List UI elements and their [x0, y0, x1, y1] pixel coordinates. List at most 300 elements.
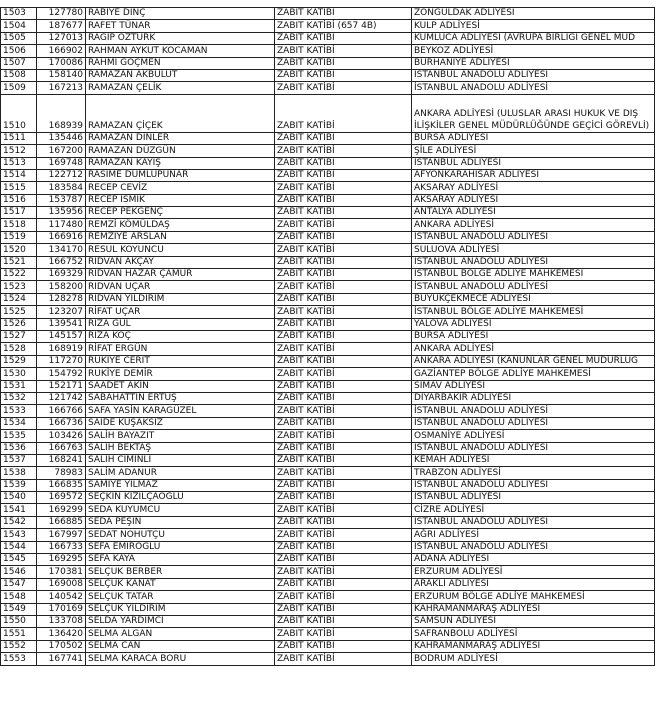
table-row: [1, 94, 655, 132]
table-row: [1, 157, 655, 169]
full-name: RIDVAN UÇAR: [86, 281, 275, 293]
court-location: İSTANBUL ANADOLU ADLİYESİ: [412, 516, 655, 528]
personnel-id: 134170: [37, 244, 86, 256]
table-row: [1, 244, 655, 256]
job-title: ZABIT KATİBİ: [275, 330, 412, 342]
court-location: İSTANBUL ANADOLU ADLİYESİ: [412, 417, 655, 429]
row-number: 1507: [1, 57, 37, 69]
row-number: 1504: [1, 20, 37, 32]
row-number: 1518: [1, 219, 37, 231]
table-row: [1, 603, 655, 615]
court-location: DİYARBAKIR ADLİYESİ: [412, 392, 655, 404]
row-number: 1539: [1, 479, 37, 491]
row-number: 1543: [1, 529, 37, 541]
personnel-id: 170381: [37, 566, 86, 578]
personnel-id: 140542: [37, 591, 86, 603]
assignment-table: [0, 7, 655, 666]
full-name: SELMA ALGAN: [86, 628, 275, 640]
job-title: ZABIT KATİBİ: [275, 368, 412, 380]
row-number: 1548: [1, 591, 37, 603]
row-number: 1546: [1, 566, 37, 578]
personnel-id: 136420: [37, 628, 86, 640]
personnel-id: 127013: [37, 32, 86, 44]
job-title: ZABIT KATİBİ: [275, 405, 412, 417]
row-number: 1505: [1, 32, 37, 44]
job-title: ZABIT KATİBİ: [275, 467, 412, 479]
table-row: [1, 640, 655, 652]
table-row: [1, 492, 655, 504]
personnel-id: 123207: [37, 306, 86, 318]
personnel-id: 166835: [37, 479, 86, 491]
court-location: ANKARA ADLİYESİ: [412, 219, 655, 231]
court-location: ERZURUM BÖLGE ADLİYE MAHKEMESİ: [412, 591, 655, 603]
personnel-id: 139541: [37, 318, 86, 330]
row-number: 1524: [1, 293, 37, 305]
row-number: 1519: [1, 231, 37, 243]
row-number: 1514: [1, 169, 37, 181]
table-row: [1, 591, 655, 603]
job-title: ZABIT KATİBİ: [275, 281, 412, 293]
job-title: ZABIT KATİBİ: [275, 32, 412, 44]
personnel-id: 166885: [37, 516, 86, 528]
job-title: ZABIT KATİBİ: [275, 8, 412, 20]
court-location: SULUOVA ADLİYESİ: [412, 244, 655, 256]
personnel-id: 169295: [37, 554, 86, 566]
personnel-id: 166752: [37, 256, 86, 268]
full-name: SALİH BAYAZIT: [86, 430, 275, 442]
row-number: 1529: [1, 355, 37, 367]
court-location: BURHANİYE ADLİYESİ: [412, 57, 655, 69]
personnel-id: 121742: [37, 392, 86, 404]
table-row: [1, 45, 655, 57]
table-row: [1, 392, 655, 404]
court-location: AKSARAY ADLİYESİ: [412, 194, 655, 206]
table-row: [1, 194, 655, 206]
full-name: SELDA YARDIMCI: [86, 615, 275, 627]
job-title: ZABIT KATİBİ: [275, 380, 412, 392]
court-location: ANKARA ADLİYESİ: [412, 343, 655, 355]
job-title: ZABIT KATİBİ: [275, 479, 412, 491]
job-title: ZABIT KATİBİ: [275, 492, 412, 504]
job-title: ZABIT KATİBİ: [275, 231, 412, 243]
court-location: İSTANBUL ADLİYESİ: [412, 492, 655, 504]
personnel-id: 183584: [37, 182, 86, 194]
row-number: 1538: [1, 467, 37, 479]
personnel-id: 170086: [37, 57, 86, 69]
court-location: OSMANİYE ADLİYESİ: [412, 430, 655, 442]
table-row: [1, 405, 655, 417]
personnel-id: 169008: [37, 578, 86, 590]
full-name: RİFAT UÇAR: [86, 306, 275, 318]
row-number: 1537: [1, 454, 37, 466]
row-number: 1520: [1, 244, 37, 256]
table-row: [1, 355, 655, 367]
personnel-id: 122712: [37, 169, 86, 181]
personnel-id: 169299: [37, 504, 86, 516]
court-location: İSTANBUL ANADOLU ADLİYESİ: [412, 479, 655, 491]
full-name: SEDAT NOHUTÇU: [86, 529, 275, 541]
row-number: 1553: [1, 653, 37, 665]
personnel-id: 166916: [37, 231, 86, 243]
row-number: 1512: [1, 145, 37, 157]
job-title: ZABIT KATİBİ: [275, 157, 412, 169]
row-number: 1531: [1, 380, 37, 392]
job-title: ZABIT KATİBİ: [275, 355, 412, 367]
court-location: BURSA ADLİYESİ: [412, 132, 655, 144]
table-row: [1, 578, 655, 590]
court-location: BÜYÜKÇEKMECE ADLİYESİ: [412, 293, 655, 305]
table-row: [1, 615, 655, 627]
personnel-id: 168939: [37, 94, 86, 132]
row-number: 1550: [1, 615, 37, 627]
table-row: [1, 504, 655, 516]
full-name: RABİYE DİNÇ: [86, 8, 275, 20]
personnel-id: 78983: [37, 467, 86, 479]
personnel-id: 167741: [37, 653, 86, 665]
table-row: [1, 516, 655, 528]
row-number: 1523: [1, 281, 37, 293]
row-number: 1525: [1, 306, 37, 318]
job-title: ZABIT KATİBİ: [275, 541, 412, 553]
full-name: SELÇUK BERBER: [86, 566, 275, 578]
personnel-id: 152171: [37, 380, 86, 392]
row-number: 1509: [1, 82, 37, 94]
table-row: [1, 32, 655, 44]
full-name: SEFA KAYA: [86, 554, 275, 566]
row-number: 1541: [1, 504, 37, 516]
job-title: ZABIT KATİBİ: [275, 94, 412, 132]
row-number: 1527: [1, 330, 37, 342]
court-location: AĞRI ADLİYESİ: [412, 529, 655, 541]
row-number: 1528: [1, 343, 37, 355]
table-row: [1, 306, 655, 318]
job-title: ZABIT KATİBİ: [275, 591, 412, 603]
full-name: SELMA CAN: [86, 640, 275, 652]
court-location: BEYKOZ ADLİYESİ: [412, 45, 655, 57]
personnel-id: 170169: [37, 603, 86, 615]
court-location: SAFRANBOLU ADLİYESİ: [412, 628, 655, 640]
job-title: ZABIT KATİBİ: [275, 194, 412, 206]
row-number: 1549: [1, 603, 37, 615]
personnel-id: 127780: [37, 8, 86, 20]
court-location: ZONGULDAK ADLİYESİ: [412, 8, 655, 20]
personnel-id: 158140: [37, 69, 86, 81]
table-body: [1, 8, 655, 666]
job-title: ZABIT KATİBİ: [275, 628, 412, 640]
full-name: RUKİYE CERİT: [86, 355, 275, 367]
table-row: [1, 69, 655, 81]
personnel-id: 154792: [37, 368, 86, 380]
row-number: 1530: [1, 368, 37, 380]
court-location: İSTANBUL ANADOLU ADLİYESİ: [412, 405, 655, 417]
job-title: ZABIT KATİBİ: [275, 578, 412, 590]
court-location: İSTANBUL ANADOLU ADLİYESİ: [412, 231, 655, 243]
row-number: 1503: [1, 8, 37, 20]
full-name: SAADET AKIN: [86, 380, 275, 392]
court-location: KEMAH ADLİYESİ: [412, 454, 655, 466]
job-title: ZABIT KATİBİ: [275, 430, 412, 442]
job-title: ZABIT KATİBİ: [275, 318, 412, 330]
court-location: AFYONKARAHİSAR ADLİYESİ: [412, 169, 655, 181]
full-name: REMZİ KÖMÜLDAŞ: [86, 219, 275, 231]
job-title: ZABIT KATİBİ: [275, 442, 412, 454]
court-location: GAZİANTEP BÖLGE ADLİYE MAHKEMESİ: [412, 368, 655, 380]
court-location: İSTANBUL ANADOLU ADLİYESİ: [412, 82, 655, 94]
job-title: ZABIT KATİBİ: [275, 219, 412, 231]
personnel-id: 145157: [37, 330, 86, 342]
court-location: SAMSUN ADLİYESİ: [412, 615, 655, 627]
table-row: [1, 442, 655, 454]
personnel-id: 158200: [37, 281, 86, 293]
full-name: RIDVAN AKÇAY: [86, 256, 275, 268]
personnel-id: 133708: [37, 615, 86, 627]
court-location: İSTANBUL ADLİYESİ: [412, 157, 655, 169]
full-name: SELÇUK TATAR: [86, 591, 275, 603]
row-number: 1544: [1, 541, 37, 553]
court-location: İSTANBUL ANADOLU ADLİYESİ: [412, 69, 655, 81]
personnel-id: 117480: [37, 219, 86, 231]
table-row: [1, 20, 655, 32]
personnel-id: 168241: [37, 454, 86, 466]
court-location: ŞİLE ADLİYESİ: [412, 145, 655, 157]
job-title: ZABIT KATİBİ: [275, 169, 412, 181]
table-row: [1, 269, 655, 281]
table-row: [1, 219, 655, 231]
court-location: İSTANBUL ANADOLU ADLİYESİ: [412, 442, 655, 454]
job-title: ZABIT KATİBİ: [275, 554, 412, 566]
table-row: [1, 368, 655, 380]
court-location: ADANA ADLİYESİ: [412, 554, 655, 566]
row-number: 1533: [1, 405, 37, 417]
personnel-id: 166766: [37, 405, 86, 417]
full-name: RASİME DUMLUPUNAR: [86, 169, 275, 181]
job-title: ZABIT KATİBİ: [275, 57, 412, 69]
job-title: ZABIT KATİBİ: [275, 256, 412, 268]
personnel-id: 167997: [37, 529, 86, 541]
full-name: SALİH BEKTAŞ: [86, 442, 275, 454]
personnel-id: 166902: [37, 45, 86, 57]
personnel-id: 166763: [37, 442, 86, 454]
personnel-id: 169572: [37, 492, 86, 504]
full-name: RAMAZAN DÜZGÜN: [86, 145, 275, 157]
row-number: 1515: [1, 182, 37, 194]
full-name: SEDA KUYUMCU: [86, 504, 275, 516]
table-row: [1, 479, 655, 491]
job-title: ZABIT KATİBİ (657 4B): [275, 20, 412, 32]
table-row: [1, 554, 655, 566]
job-title: ZABIT KATİBİ: [275, 293, 412, 305]
table-row: [1, 169, 655, 181]
court-location: YALOVA ADLİYESİ: [412, 318, 655, 330]
job-title: ZABIT KATİBİ: [275, 640, 412, 652]
table-row: [1, 454, 655, 466]
personnel-id: 103426: [37, 430, 86, 442]
table-row: [1, 82, 655, 94]
table-row: [1, 541, 655, 553]
full-name: RECEP PEKGENÇ: [86, 207, 275, 219]
table-row: [1, 182, 655, 194]
full-name: RIZA KOÇ: [86, 330, 275, 342]
row-number: 1506: [1, 45, 37, 57]
job-title: ZABIT KATİBİ: [275, 454, 412, 466]
personnel-id: 169748: [37, 157, 86, 169]
row-number: 1542: [1, 516, 37, 528]
personnel-id: 167213: [37, 82, 86, 94]
table-row: [1, 57, 655, 69]
full-name: RAFET TÜNAR: [86, 20, 275, 32]
table-row: [1, 417, 655, 429]
job-title: ZABIT KATİBİ: [275, 504, 412, 516]
full-name: RAMAZAN ÇELİK: [86, 82, 275, 94]
full-name: RİFAT ERGÜN: [86, 343, 275, 355]
table-row: [1, 207, 655, 219]
table-row: [1, 467, 655, 479]
court-location: SİMAV ADLİYESİ: [412, 380, 655, 392]
personnel-id: 187677: [37, 20, 86, 32]
court-location: KULP ADLİYESİ: [412, 20, 655, 32]
full-name: RIZA GÜL: [86, 318, 275, 330]
full-name: RIDVAN HAZAR ÇAMUR: [86, 269, 275, 281]
job-title: ZABIT KATİBİ: [275, 69, 412, 81]
full-name: RAMAZAN ÇİÇEK: [86, 94, 275, 132]
job-title: ZABIT KATİBİ: [275, 417, 412, 429]
court-location: AKSARAY ADLİYESİ: [412, 182, 655, 194]
job-title: ZABIT KATİBİ: [275, 182, 412, 194]
court-location: ANKARA ADLİYESİ (ULUSLAR ARASI HUKUK VE DIŞ İLİŞKİLER GENEL MÜDÜRLÜĞÜNDE GEÇİCİ GÖREVLİ): [412, 94, 655, 132]
job-title: ZABIT KATİBİ: [275, 82, 412, 94]
court-location: TRABZON ADLİYESİ: [412, 467, 655, 479]
full-name: SELMA KARACA BORU: [86, 653, 275, 665]
full-name: RESUL KOYUNCU: [86, 244, 275, 256]
full-name: RAMAZAN AKBULUT: [86, 69, 275, 81]
court-location: ANKARA ADLİYESİ (KANUNLAR GENEL MÜDÜRLÜĞ: [412, 355, 655, 367]
row-number: 1510: [1, 94, 37, 132]
row-number: 1513: [1, 157, 37, 169]
row-number: 1517: [1, 207, 37, 219]
table-row: [1, 430, 655, 442]
job-title: ZABIT KATİBİ: [275, 306, 412, 318]
personnel-id: 170502: [37, 640, 86, 652]
full-name: REMZİYE ARSLAN: [86, 231, 275, 243]
job-title: ZABIT KATİBİ: [275, 45, 412, 57]
table-row: [1, 231, 655, 243]
full-name: SALİH CİMİNLİ: [86, 454, 275, 466]
row-number: 1535: [1, 430, 37, 442]
table-row: [1, 281, 655, 293]
full-name: SEÇKİN KIZILÇAOĞLU: [86, 492, 275, 504]
table-row: [1, 343, 655, 355]
row-number: 1540: [1, 492, 37, 504]
table-row: [1, 145, 655, 157]
table-row: [1, 380, 655, 392]
job-title: ZABIT KATİBİ: [275, 269, 412, 281]
row-number: 1521: [1, 256, 37, 268]
court-location: CİZRE ADLİYESİ: [412, 504, 655, 516]
court-location: İSTANBUL ANADOLU ADLİYESİ: [412, 256, 655, 268]
full-name: SELÇUK KANAT: [86, 578, 275, 590]
full-name: RIDVAN YILDIRIM: [86, 293, 275, 305]
full-name: SELÇUK YILDIRIM: [86, 603, 275, 615]
full-name: SEFA EMİROĞLU: [86, 541, 275, 553]
full-name: RAMAZAN DİNLER: [86, 132, 275, 144]
court-location: KUMLUCA ADLİYESİ (AVRUPA BİRLİĞİ GENEL MÜD: [412, 32, 655, 44]
job-title: ZABIT KATİBİ: [275, 343, 412, 355]
table-row: [1, 318, 655, 330]
row-number: 1511: [1, 132, 37, 144]
full-name: SABAHATTİN ERTUŞ: [86, 392, 275, 404]
row-number: 1526: [1, 318, 37, 330]
court-location: KAHRAMANMARAŞ ADLİYESİ: [412, 640, 655, 652]
row-number: 1545: [1, 554, 37, 566]
personnel-id: 128278: [37, 293, 86, 305]
row-number: 1547: [1, 578, 37, 590]
court-location: ERZURUM ADLİYESİ: [412, 566, 655, 578]
full-name: RAHMAN AYKUT KOCAMAN: [86, 45, 275, 57]
row-number: 1551: [1, 628, 37, 640]
table-row: [1, 132, 655, 144]
court-location: BURSA ADLİYESİ: [412, 330, 655, 342]
court-location: İSTANBUL ANADOLU ADLİYESİ: [412, 541, 655, 553]
court-location: ANTALYA ADLİYESİ: [412, 207, 655, 219]
job-title: ZABIT KATİBİ: [275, 615, 412, 627]
full-name: RAMAZAN KAYIŞ: [86, 157, 275, 169]
personnel-id: 167200: [37, 145, 86, 157]
table-row: [1, 566, 655, 578]
full-name: SALİM ADANUR: [86, 467, 275, 479]
table-row: [1, 256, 655, 268]
table-row: [1, 330, 655, 342]
personnel-id: 166736: [37, 417, 86, 429]
full-name: RECEP CEVİZ: [86, 182, 275, 194]
full-name: RAGIP ÖZTÜRK: [86, 32, 275, 44]
personnel-id: 168919: [37, 343, 86, 355]
row-number: 1534: [1, 417, 37, 429]
job-title: ZABIT KATİBİ: [275, 145, 412, 157]
table-row: [1, 293, 655, 305]
job-title: ZABIT KATİBİ: [275, 529, 412, 541]
row-number: 1508: [1, 69, 37, 81]
personnel-id: 135956: [37, 207, 86, 219]
full-name: SAMİYE YILMAZ: [86, 479, 275, 491]
court-location: ARAKLI ADLİYESİ: [412, 578, 655, 590]
full-name: RUKİYE DEMİR: [86, 368, 275, 380]
row-number: 1536: [1, 442, 37, 454]
personnel-id: 169329: [37, 269, 86, 281]
job-title: ZABIT KATİBİ: [275, 653, 412, 665]
table-row: [1, 529, 655, 541]
row-number: 1522: [1, 269, 37, 281]
job-title: ZABIT KATİBİ: [275, 244, 412, 256]
job-title: ZABIT KATİBİ: [275, 566, 412, 578]
full-name: RECEP İSMİK: [86, 194, 275, 206]
full-name: RAHMİ GÖÇMEN: [86, 57, 275, 69]
full-name: SEDA PEŞİN: [86, 516, 275, 528]
court-location: İSTANBUL ANADOLU ADLİYESİ: [412, 281, 655, 293]
job-title: ZABIT KATİBİ: [275, 603, 412, 615]
job-title: ZABIT KATİBİ: [275, 392, 412, 404]
row-number: 1516: [1, 194, 37, 206]
court-location: İSTANBUL BÖLGE ADLİYE MAHKEMESİ: [412, 269, 655, 281]
full-name: SAFA YASİN KARAGÜZEL: [86, 405, 275, 417]
personnel-id: 153787: [37, 194, 86, 206]
court-location: BODRUM ADLİYESİ: [412, 653, 655, 665]
table-row: [1, 628, 655, 640]
job-title: ZABIT KATİBİ: [275, 207, 412, 219]
court-location: KAHRAMANMARAŞ ADLİYESİ: [412, 603, 655, 615]
row-number: 1552: [1, 640, 37, 652]
personnel-id: 135446: [37, 132, 86, 144]
table-row: [1, 653, 655, 665]
